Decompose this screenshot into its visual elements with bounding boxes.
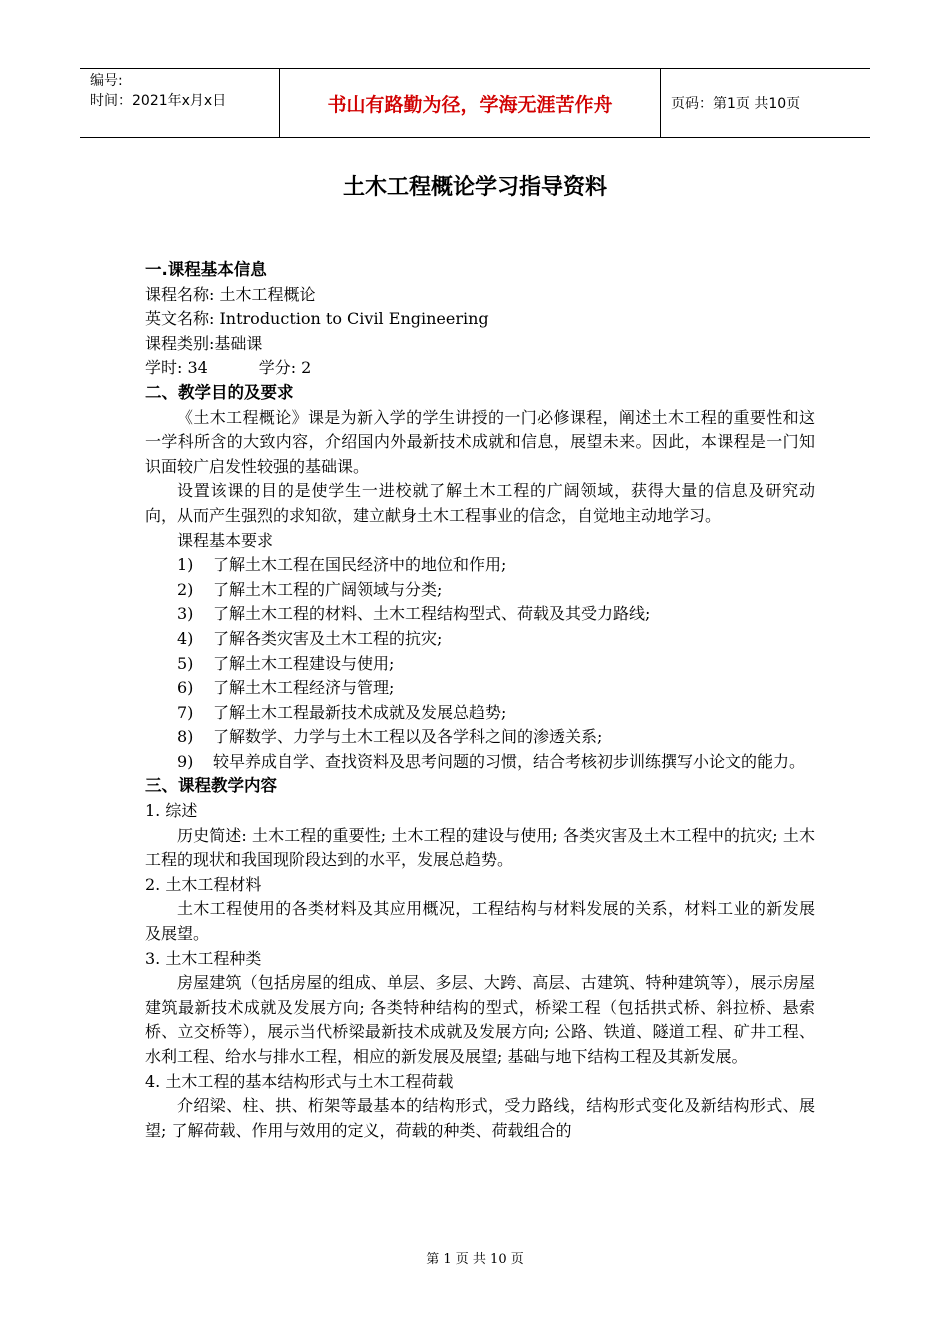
paragraph: 土木工程使用的各类材料及其应用概况，工程结构与材料发展的关系，材料工业的新发展及展望。 [145,899,815,944]
list-item: 8) 了解数学、力学与土木工程以及各学科之间的渗透关系; [177,727,603,747]
section2-heading: 二、教学目的及要求 [145,382,294,402]
subsection-title: 2. 土木工程材料 [145,874,262,894]
list-item: 3) 了解土木工程的材料、土木工程结构型式、荷载及其受力路线; [177,604,651,624]
page-footer: 第 1 页 共 10 页 [426,1252,524,1267]
paragraph: 历史简述: 土木工程的重要性; 土木工程的建设与使用; 各类灾害及土木工程中的抗灾; 土木工程的现状和我国现阶段达到的水平，发展总趋势。 [145,825,815,870]
list-item: 2) 了解土木工程的广阔领域与分类; [177,579,443,599]
section3-heading: 三、课程教学内容 [145,776,277,796]
number-label: 编号: [90,73,123,89]
paragraph: 房屋建筑（包括房屋的组成、单层、多层、大跨、高层、古建筑、特种建筑等），展示房屋建筑最新技术成就及发展方向; 各类特种结构的型式，桥梁工程（包括拱式桥、斜拉桥、悬索桥、立交桥等），展示当代桥梁最新技术成就及发展方向; 公路、铁道、隧道工程、矿井工程、水利工程、给水与排水工程，相应的新发展及展望; 基础与地下结构工程及其新发展。 [145,973,815,1066]
header-motto: 书山有路勤为径，学海无涯苦作舟 [280,69,661,137]
course-english-name-line: 英文名称: Introduction to Civil Engineering [145,309,489,329]
header-meta [80,69,280,137]
paragraph: 设置该课的目的是使学生一进校就了解土木工程的广阔领域，获得大量的信息及研究动向，从而产生强烈的求知欲，建立献身土木工程事业的信念，自觉地主动地学习。 [145,481,815,525]
course-category-line: 课程类别:基础课 [145,333,263,353]
section1-heading: 一.课程基本信息 [145,260,267,279]
paragraph: 《土木工程概论》课是为新入学的学生讲授的一门必修课程，阐述土木工程的重要性和这一学科所含的大致内容，介绍国内外最新技术成就和信息，展望未来。因此，本课程是一门知识面较广启发性较强的基础课。 [145,407,815,476]
paragraph: 介绍梁、柱、拱、桁架等最基本的结构形式，受力路线，结构形式变化及新结构形式、展望; 了解荷载、作用与效用的定义，荷载的种类、荷载组合的 [145,1096,815,1140]
list-item: 5) 了解土木工程建设与使用; [177,653,395,673]
list-item: 1) 了解土木工程在国民经济中的地位和作用; [177,555,507,575]
course-name-line: 课程名称: 土木工程概论 [145,284,316,304]
document-title: 土木工程概论学习指导资料 [342,175,607,200]
time-label: 时间：2021年x月x日 [90,93,227,109]
header-page-info: 页码：第1页 共10页 [671,96,801,112]
list-item: 6) 了解土木工程经济与管理; [177,678,395,698]
page-header [80,68,870,138]
subsection-title: 4. 土木工程的基本结构形式与土木工程荷载 [145,1071,454,1091]
list-item: 4) 了解各类灾害及土木工程的抗灾; [177,628,443,648]
subsection-title: 3. 土木工程种类 [145,948,262,968]
document-body [145,258,815,1143]
requirements-title: 课程基本要求 [177,530,274,550]
subsection-title: 1. 综述 [145,801,198,821]
course-hours-line: 学时: 34 学分: 2 [145,358,312,378]
list-item: 9) 较早养成自学、查找资料及思考问题的习惯，结合考核初步训练撰写小论文的能力。 [177,751,806,771]
list-item: 7) 了解土木工程最新技术成就及发展总趋势; [177,702,507,722]
